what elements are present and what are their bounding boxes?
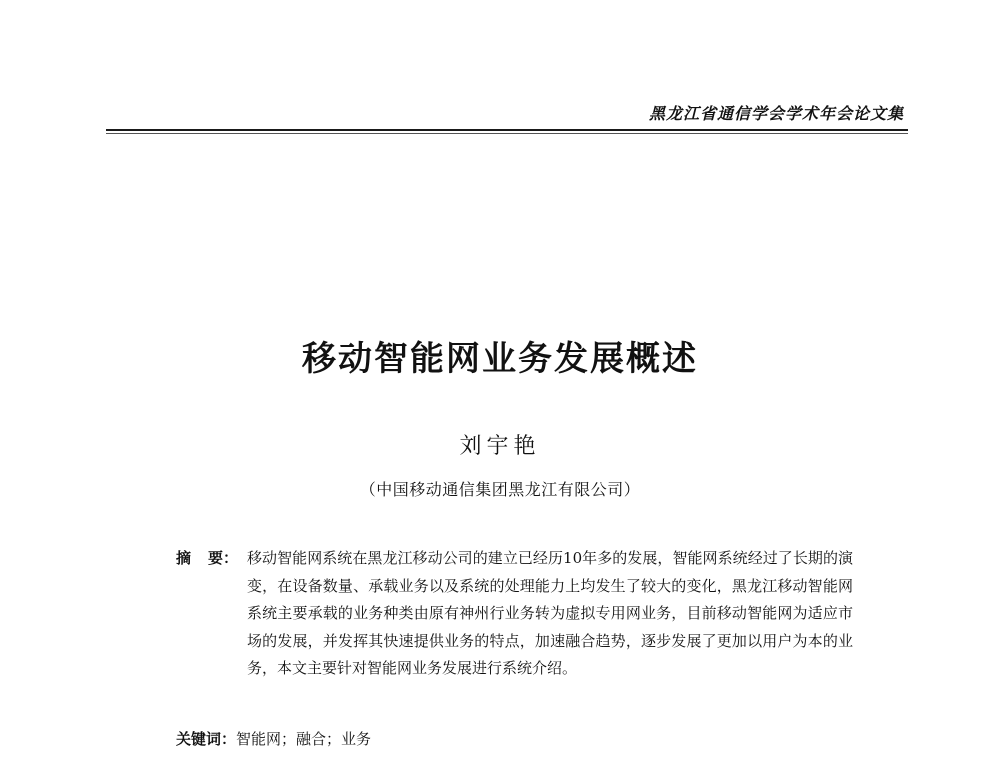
- running-header: 黑龙江省通信学会学术年会论文集: [648, 104, 904, 123]
- keywords-label: 关键词：: [176, 730, 237, 748]
- abstract-label-second: 要：: [208, 549, 239, 567]
- abstract-label: [176, 545, 238, 571]
- author-affiliation: （中国移动通信集团黑龙江有限公司）: [359, 480, 641, 499]
- author-name: 刘宇艳: [459, 434, 541, 459]
- abstract-text: 移动智能网系统在黑龙江移动公司的建立已经历10年多的发展，智能网系统经过了长期的演变，在设备数量、承载业务以及系统的处理能力上均发生了较大的变化，黑龙江移动智能网系统主要承载的业务种类由原有神州行业务转为虚拟专用网业务，目前移动智能网为适应市场的发展，并发挥其快速提供业务的特点，加速融合趋势，逐步发展了更加以用户为本的业务，本文主要针对智能网业务发展进行系统介绍。: [247, 549, 853, 677]
- abstract-label-first: 摘: [176, 549, 192, 567]
- keywords-line: [176, 726, 371, 752]
- keywords-text: 智能网；融合；业务: [236, 730, 372, 748]
- header-rule: [106, 129, 908, 131]
- paper-title: 移动智能网业务发展概述: [302, 339, 698, 379]
